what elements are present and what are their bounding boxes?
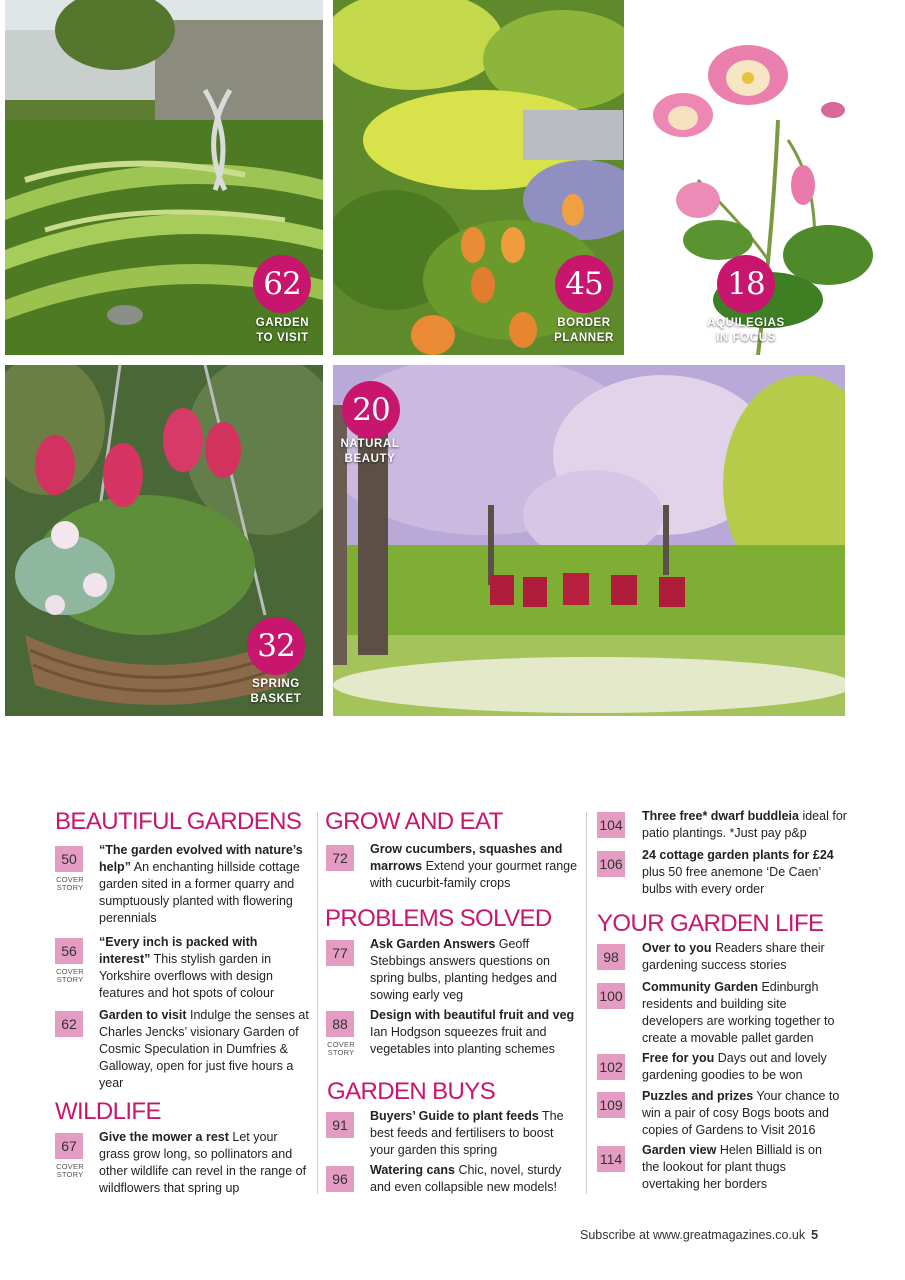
entry-text bbox=[642, 1088, 847, 1139]
entry-description: Geoff Stebbings answers questions on spring bulbs, planting hedges and sowing early veg bbox=[370, 937, 557, 1002]
column-divider bbox=[317, 812, 318, 1194]
contents-entry[interactable] bbox=[597, 848, 852, 901]
entry-description: ideal for patio plantings. *Just pay p&p bbox=[642, 809, 847, 840]
entry-headline: Ask Garden Answers bbox=[370, 937, 496, 951]
cover-story-tag: COVER STORY bbox=[327, 1040, 355, 1057]
entry-headline: Watering cans bbox=[370, 1163, 455, 1177]
photo-hanging-basket bbox=[5, 365, 323, 716]
page-number: 104 bbox=[597, 812, 625, 838]
cover-story-tag: COVER STORY bbox=[56, 967, 84, 984]
entry-description: Readers share their gardening success stories bbox=[642, 941, 825, 972]
entry-headline: Puzzles and prizes bbox=[642, 1089, 754, 1103]
page-number: 72 bbox=[326, 845, 354, 871]
contents-entry[interactable] bbox=[326, 937, 581, 1008]
entry-description: An enchanting hillside cottage garden sited in a former quarry and sumptuously planted with flowering perennials bbox=[99, 860, 300, 925]
photo-woodland bbox=[333, 365, 845, 716]
page-number: 91 bbox=[326, 1112, 354, 1138]
entry-headline: 24 cottage garden plants for £24 bbox=[642, 848, 834, 862]
entry-text bbox=[642, 979, 847, 1047]
page-number: 109 bbox=[597, 1092, 625, 1118]
page-number-badge: 45 bbox=[555, 255, 613, 313]
page-number: 50 bbox=[55, 846, 83, 872]
entry-headline: Grow cucumbers, squashes and marrows bbox=[370, 842, 563, 873]
contents-entry[interactable] bbox=[597, 1051, 852, 1088]
photo-aquilegia bbox=[628, 0, 886, 355]
contents-entry[interactable] bbox=[326, 842, 581, 895]
entry-text bbox=[642, 940, 847, 974]
column-divider bbox=[586, 812, 587, 1194]
entry-headline: Give the mower a rest bbox=[99, 1130, 229, 1144]
entry-description: Your chance to win a pair of cosy Bogs boots and copies of Gardens to Visit 2016 bbox=[642, 1089, 840, 1137]
entry-text bbox=[370, 1108, 565, 1159]
entry-text bbox=[370, 1007, 582, 1058]
section-title-garden-buys: GARDEN BUYS bbox=[327, 1078, 496, 1105]
page-number: 77 bbox=[326, 940, 354, 966]
page-number: 67 bbox=[55, 1133, 83, 1159]
page-number-badge: 62 bbox=[253, 255, 311, 313]
entry-headline: Garden view bbox=[642, 1143, 717, 1157]
section-title-problems-solved: PROBLEMS SOLVED bbox=[325, 905, 552, 932]
entry-description: plus 50 free anemone ‘De Caen’ bulbs with every order bbox=[642, 865, 821, 896]
section-title-grow-and-eat: GROW AND EAT bbox=[325, 808, 503, 835]
entry-description: Let your grass grow long, so pollinators and other wildlife can revel in the range of wildflowers that spring up bbox=[99, 1130, 307, 1195]
contents-entry[interactable] bbox=[55, 1130, 310, 1201]
cover-story-tag: COVER STORY bbox=[56, 1162, 84, 1179]
entry-text bbox=[642, 847, 847, 898]
photo-label: GARDEN TO VISIT bbox=[255, 317, 310, 344]
entry-headline: Garden to visit bbox=[99, 1008, 187, 1022]
entry-description: The best feeds and fertilisers to boost your garden this spring bbox=[370, 1109, 564, 1157]
entry-headline: Community Garden bbox=[642, 980, 758, 994]
page-number-badge: 32 bbox=[247, 617, 305, 675]
entry-text bbox=[642, 1142, 822, 1193]
entry-description: Edinburgh residents and building site developers are working together to create a movable pallet garden bbox=[642, 980, 835, 1045]
entry-headline: “The garden evolved with nature’s help” bbox=[99, 843, 303, 874]
page-number: 102 bbox=[597, 1054, 625, 1080]
contents-entry[interactable] bbox=[597, 809, 852, 846]
section-title-beautiful-gardens: BEAUTIFUL GARDENS bbox=[55, 808, 302, 835]
page-number: 62 bbox=[55, 1011, 83, 1037]
page-number: 88 bbox=[326, 1011, 354, 1037]
page-number: 114 bbox=[597, 1146, 625, 1172]
contents-entry[interactable] bbox=[326, 1109, 581, 1162]
entry-text bbox=[370, 841, 580, 892]
entry-text bbox=[99, 1129, 311, 1197]
contents-entry[interactable] bbox=[55, 1008, 310, 1097]
entry-text bbox=[370, 936, 582, 1004]
contents-entry[interactable] bbox=[597, 1089, 852, 1142]
photo-label: SPRING BASKET bbox=[250, 678, 302, 705]
entry-headline: Buyers’ Guide to plant feeds bbox=[370, 1109, 539, 1123]
cover-story-tag: COVER STORY bbox=[56, 875, 84, 892]
contents-entry[interactable] bbox=[55, 843, 310, 932]
entry-description: Extend your gourmet range with cucurbit-family crops bbox=[370, 859, 578, 890]
photo-border bbox=[333, 0, 624, 355]
entry-text bbox=[642, 1050, 847, 1084]
photo-label: AQUILEGIAS IN FOCUS bbox=[707, 317, 785, 344]
entry-headline: Three free* dwarf buddleia bbox=[642, 809, 799, 823]
entry-text bbox=[642, 808, 847, 842]
entry-text bbox=[370, 1162, 582, 1196]
page-number-footer: 5 bbox=[811, 1228, 819, 1242]
page-number: 100 bbox=[597, 983, 625, 1009]
footer bbox=[580, 1228, 818, 1242]
entry-description: Helen Billiald is on the lookout for plant thugs overtaking her borders bbox=[642, 1143, 822, 1191]
entry-description: Ian Hodgson squeezes fruit and vegetables into planting schemes bbox=[370, 1025, 555, 1056]
section-title-your-garden-life: YOUR GARDEN LIFE bbox=[597, 910, 824, 937]
entry-text bbox=[99, 1007, 309, 1092]
page-number: 106 bbox=[597, 851, 625, 877]
photo-formal-garden bbox=[5, 0, 323, 355]
entry-headline: Design with beautiful fruit and veg bbox=[370, 1008, 575, 1022]
subscribe-link[interactable]: Subscribe at www.greatmagazines.co.uk bbox=[580, 1228, 806, 1242]
contents-entry[interactable] bbox=[597, 1143, 852, 1196]
entry-text bbox=[99, 842, 309, 927]
entry-description: Chic, novel, sturdy and even collapsible new models! bbox=[370, 1163, 562, 1194]
entry-description: Days out and lovely gardening goodies to be won bbox=[642, 1051, 827, 1082]
contents-entry[interactable] bbox=[326, 1163, 581, 1200]
section-title-wildlife: WILDLIFE bbox=[55, 1098, 161, 1125]
contents-entry[interactable] bbox=[597, 980, 852, 1051]
entry-headline: Free for you bbox=[642, 1051, 715, 1065]
entry-description: Indulge the senses at Charles Jencks’ visionary Garden of Cosmic Speculation in Dumfries & Galloway, open for just five hours a year bbox=[99, 1008, 309, 1090]
entry-text bbox=[99, 934, 309, 1002]
page-number: 96 bbox=[326, 1166, 354, 1192]
contents-entry[interactable] bbox=[326, 1008, 581, 1063]
page-number-badge: 20 bbox=[342, 381, 400, 439]
photo-label: BORDER PLANNER bbox=[554, 317, 614, 344]
entry-description: This stylish garden in Yorkshire overflows with design features and hot spots of colour bbox=[99, 952, 275, 1000]
page-number: 56 bbox=[55, 938, 83, 964]
entry-headline: Over to you bbox=[642, 941, 712, 955]
photo-label: NATURAL BEAUTY bbox=[340, 438, 400, 465]
contents-entry[interactable] bbox=[597, 941, 852, 978]
page-number-badge: 18 bbox=[717, 255, 775, 313]
contents-entry[interactable] bbox=[55, 935, 310, 1006]
entry-headline: “Every inch is packed with interest” bbox=[99, 935, 258, 966]
page-number: 98 bbox=[597, 944, 625, 970]
